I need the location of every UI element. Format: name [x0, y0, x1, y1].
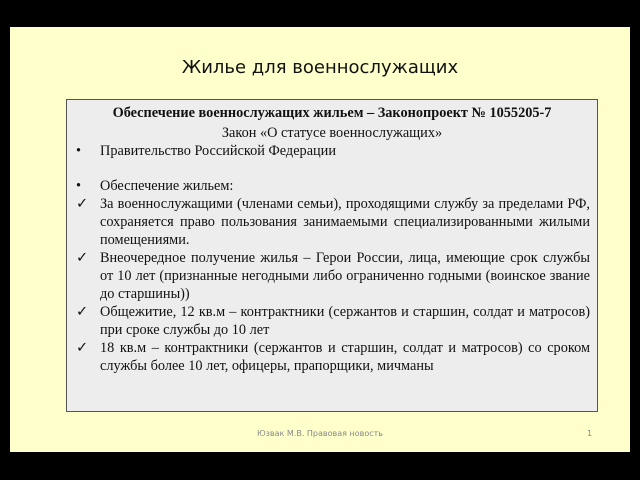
list-item-text: Внеочередное получение жилья – Герои России, лица, имеющие срок службы от 10 лет (признанные негодными либо ограниченно годными (воинское звание до старшины)) [100, 250, 590, 302]
list-item-text: За военнослужащими (членами семьи), проходящими службу за пределами РФ, сохраняется право пользования занимаемыми специализированными жилыми помещениями. [100, 196, 590, 248]
list-item [74, 339, 590, 375]
list-item [74, 303, 590, 339]
bullet-icon: • [76, 178, 82, 194]
checkmark-icon: ✓ [76, 250, 88, 266]
item-list [74, 142, 590, 375]
slide-title: Жилье для военнослужащих [181, 57, 459, 78]
list-item [74, 177, 590, 195]
checkmark-icon: ✓ [76, 196, 88, 212]
list-item-text: 18 кв.м – контрактники (сержантов и старшин, солдат и матросов) со сроком службы более 10 лет, офицеры, прапорщики, мичманы [100, 340, 590, 374]
list-item [74, 249, 590, 303]
slide [10, 27, 630, 452]
list-item-text: Правительство Российской Федерации [100, 143, 336, 159]
bullet-icon: • [76, 143, 82, 159]
list-item [74, 195, 590, 249]
content-box [66, 99, 598, 412]
checkmark-icon: ✓ [76, 304, 88, 320]
checkmark-icon: ✓ [76, 340, 88, 356]
list-item-text: Обеспечение жильем: [100, 178, 234, 194]
list-item-text: Общежитие, 12 кв.м – контрактники (сержантов и старшин, солдат и матросов) при сроке службы до 10 лет [100, 304, 590, 338]
page-number: 1 [587, 429, 593, 438]
list-spacer [74, 160, 590, 177]
box-heading: Обеспечение военнослужащих жильем – Законопроект № 1055205-7 [112, 105, 552, 121]
slide-footer: Юзвак М.В. Правовая новость [257, 429, 383, 438]
law-name: Закон «О статусе военнослужащих» [221, 125, 443, 141]
list-item [74, 142, 590, 160]
